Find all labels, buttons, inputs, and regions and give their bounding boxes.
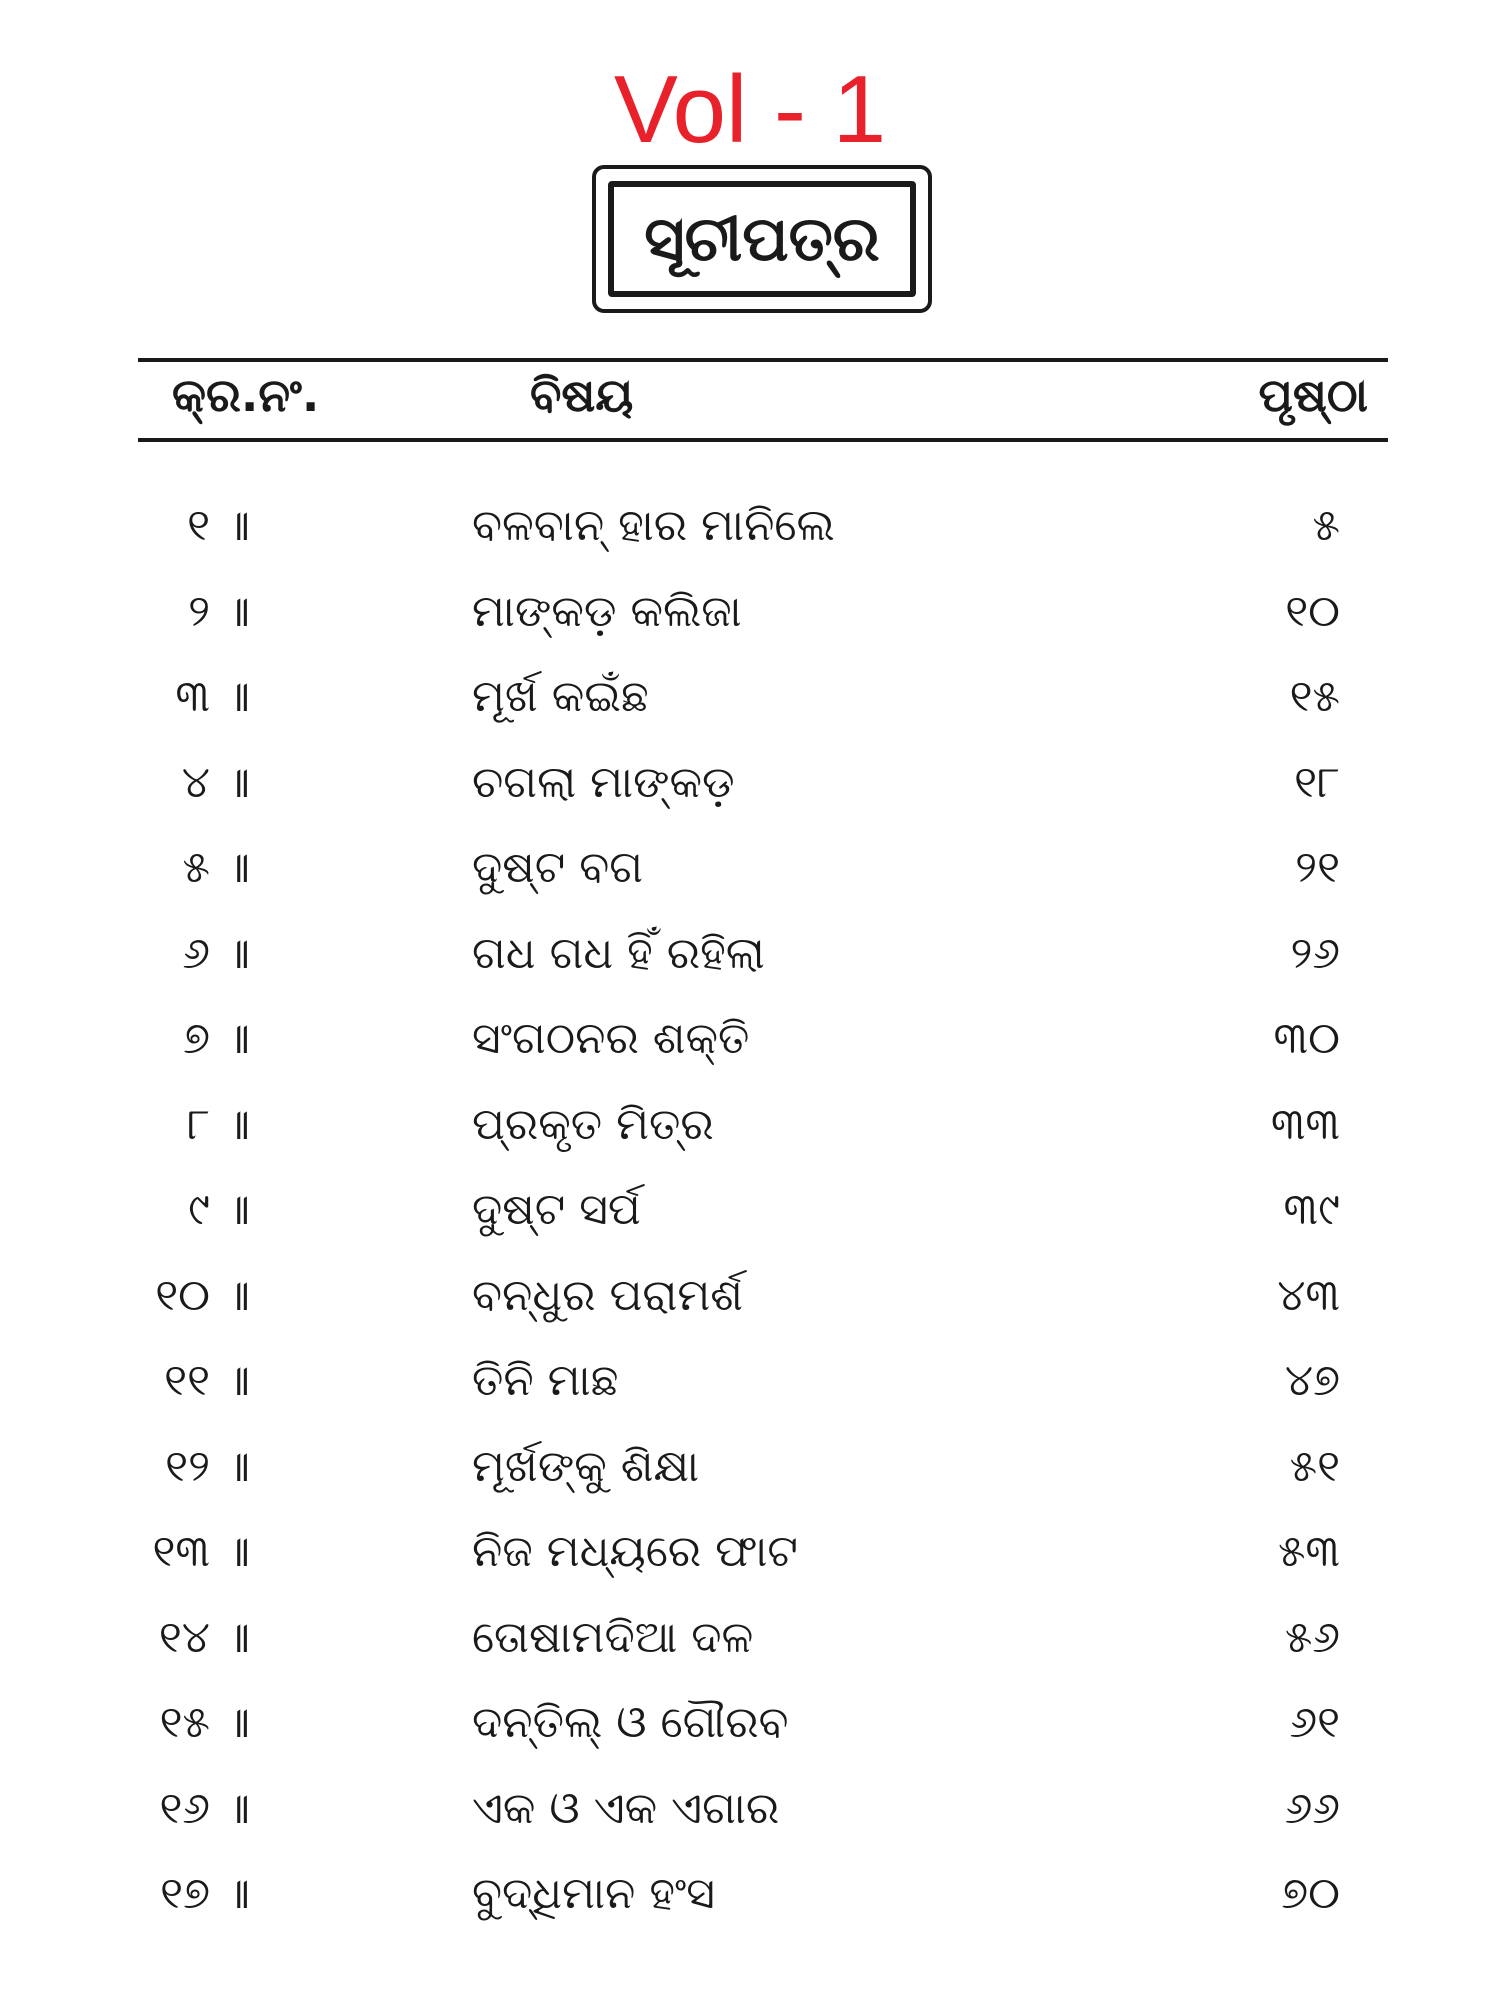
list-item xyxy=(0,1431,1500,1517)
entry-page: ୩୯ xyxy=(1283,1184,1340,1235)
entry-page: ୬୧ xyxy=(1289,1697,1340,1748)
entry-page: ୩୦ xyxy=(1273,1013,1340,1064)
entry-page: ୪୭ xyxy=(1284,1355,1340,1406)
column-header-number: କ୍ର.ନଂ. xyxy=(172,368,320,422)
list-item xyxy=(0,918,1500,1004)
list-item xyxy=(0,1260,1500,1346)
entry-number: ୫ ॥ xyxy=(182,842,250,893)
entry-number: ୧୧ ॥ xyxy=(164,1355,250,1406)
entry-number: ୧୩ ॥ xyxy=(152,1526,250,1577)
header-top-rule xyxy=(138,358,1388,362)
entry-number: ୧ ॥ xyxy=(187,500,250,551)
page-title: ସୂଚୀପତ୍ର xyxy=(644,202,880,275)
list-item xyxy=(0,1773,1500,1859)
entry-title: ତୋଷାମଦିଆ ଦଳ xyxy=(472,1611,754,1663)
entry-title: ଏକ ଓ ଏକ ଏଗାର xyxy=(472,1782,780,1834)
entry-number: ୧୪ ॥ xyxy=(158,1611,250,1663)
entry-page: ୭୦ xyxy=(1281,1868,1340,1919)
entry-number: ୧୫ ॥ xyxy=(159,1697,250,1748)
list-item xyxy=(0,832,1500,918)
title-frame-inner xyxy=(608,181,916,297)
list-item xyxy=(0,1687,1500,1773)
list-item xyxy=(0,1858,1500,1944)
list-item xyxy=(0,1003,1500,1089)
entry-page: ୪୩ xyxy=(1277,1269,1340,1321)
entry-title: ମୂର୍ଖ କଇଁଛ xyxy=(472,671,649,722)
list-item xyxy=(0,1174,1500,1260)
list-item xyxy=(0,1345,1500,1431)
entry-title: ଦୁଷ୍ଟ ସର୍ପ xyxy=(472,1184,641,1235)
entry-number: ୩ ॥ xyxy=(175,671,250,722)
list-item xyxy=(0,1602,1500,1688)
column-header-subject: ବିଷୟ xyxy=(530,368,634,422)
entry-page: ୫୬ xyxy=(1284,1611,1340,1663)
entry-title: ମୂର୍ଖଙ୍କୁ ଶିକ୍ଷା xyxy=(472,1440,700,1492)
contents-list xyxy=(0,490,1500,1944)
entry-page: ୧୫ xyxy=(1289,671,1340,722)
list-item xyxy=(0,747,1500,833)
entry-number: ୯ ॥ xyxy=(188,1184,250,1235)
entry-number: ୧୬ ॥ xyxy=(159,1782,250,1834)
entry-page: ୫୧ xyxy=(1289,1440,1340,1492)
entry-page: ୫ xyxy=(1312,500,1340,551)
entry-page: ୫୩ xyxy=(1277,1526,1340,1577)
entry-page: ୩୩ xyxy=(1270,1098,1340,1150)
entry-number: ୧୨ ॥ xyxy=(165,1440,250,1492)
column-header-page: ପୃଷ୍ଠା xyxy=(1258,368,1368,422)
entry-number: ୧୦ ॥ xyxy=(155,1269,250,1321)
entry-title: ମାଙ୍କଡ଼ କଲିଜା xyxy=(472,585,742,637)
entry-title: ବନ୍ଧୁର ପରାମର୍ଶ xyxy=(472,1269,743,1321)
entry-number: ୮ ॥ xyxy=(187,1098,250,1150)
entry-number: ୬ ॥ xyxy=(182,927,250,979)
entry-title: ସଂଗଠନର ଶକ୍ତି xyxy=(472,1013,750,1064)
entry-page: ୨୬ xyxy=(1290,927,1340,979)
list-item xyxy=(0,1089,1500,1175)
list-item xyxy=(0,576,1500,662)
volume-label: Vol - 1 xyxy=(613,56,887,163)
entry-page: ୨୧ xyxy=(1295,842,1340,893)
entry-page: ୧୮ xyxy=(1294,756,1340,808)
entry-number: ୭ ॥ xyxy=(183,1013,250,1064)
entry-title: ଚଗଲା ମାଙ୍କଡ଼ xyxy=(472,756,735,808)
entry-title: ପ୍ରକୃତ ମିତ୍ର xyxy=(472,1098,714,1150)
entry-page: ୧୦ xyxy=(1285,585,1340,637)
entry-title: ବଳବାନ୍ ହାର ମାନିଲେ xyxy=(472,500,835,551)
entry-title: ଦୁଷ୍ଟ ବଗ xyxy=(472,842,644,893)
header-bottom-rule xyxy=(138,438,1388,442)
list-item xyxy=(0,490,1500,576)
entry-title: ଗଧ ଗଧ ହିଁ ରହିଲା xyxy=(472,927,765,979)
entry-number: ୨ ॥ xyxy=(188,585,250,637)
list-item xyxy=(0,661,1500,747)
entry-number: ୧୭ ॥ xyxy=(160,1868,250,1919)
entry-page: ୬୬ xyxy=(1284,1782,1340,1834)
entry-number: ୪ ॥ xyxy=(181,756,250,808)
title-frame xyxy=(592,165,932,313)
entry-title: ଦନ୍ତିଲ୍ ଓ ଗୌରବ xyxy=(472,1697,789,1748)
entry-title: ବୁଦ୍ଧିମାନ ହଂସ xyxy=(472,1868,715,1919)
list-item xyxy=(0,1516,1500,1602)
entry-title: ତିନି ମାଛ xyxy=(472,1355,619,1406)
entry-title: ନିଜ ମଧ୍ୟରେ ଫାଟ xyxy=(472,1526,798,1577)
